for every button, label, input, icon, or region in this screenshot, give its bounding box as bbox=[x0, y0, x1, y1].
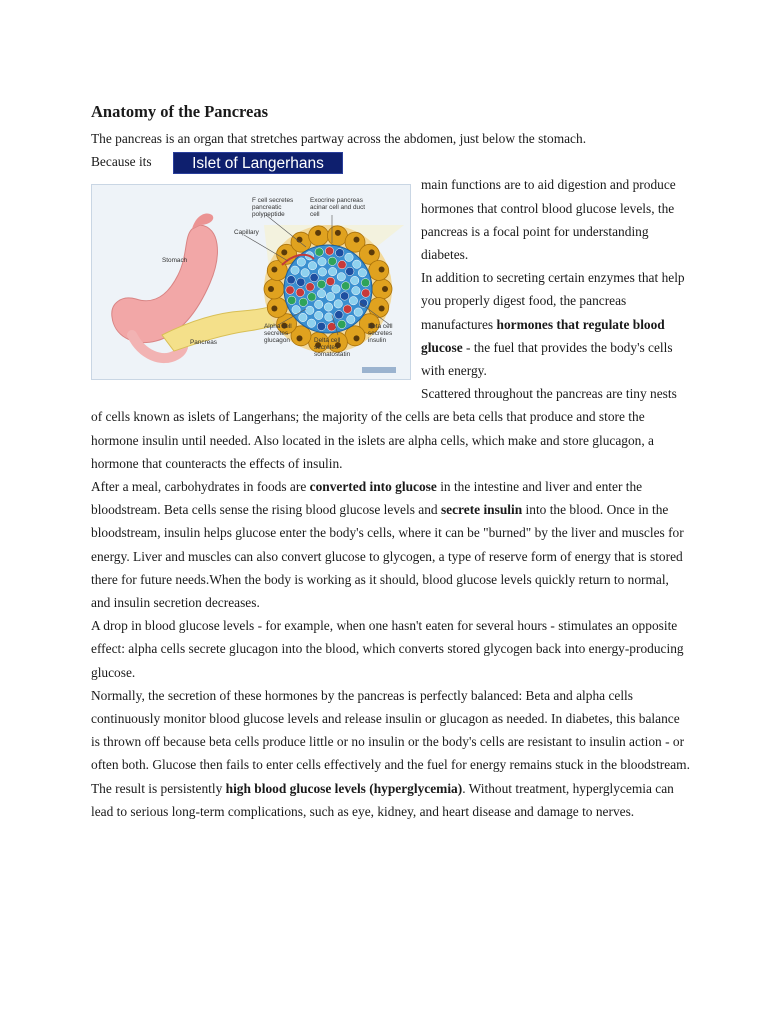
enzymes-text-a: In addition to secreting certain enzymes that help you properly digest food, the pancreas manufactures bbox=[421, 270, 685, 332]
balance-bold: high blood glucose levels (hyperglycemia) bbox=[225, 780, 463, 796]
acinar-cell bbox=[369, 261, 389, 281]
islet-cell bbox=[337, 273, 345, 281]
islet-cell bbox=[362, 289, 370, 297]
figure-panel bbox=[91, 184, 411, 380]
article bbox=[91, 100, 691, 823]
islet-cell bbox=[307, 319, 315, 327]
islet-cell bbox=[349, 297, 357, 305]
meal-bold-glucose: converted into glucose bbox=[309, 479, 437, 495]
islet-cell bbox=[318, 268, 326, 276]
islet-cell bbox=[308, 293, 316, 301]
islet-cell bbox=[343, 305, 351, 313]
islet-cell bbox=[286, 286, 294, 294]
islet-cell bbox=[352, 287, 360, 295]
islet-cell bbox=[361, 279, 369, 287]
islet-cell bbox=[306, 306, 314, 314]
acinar-nucleus bbox=[268, 286, 274, 292]
paragraph-drop: A drop in blood glucose levels - for example, when one hasn't eaten for several hours - stimulates an opposite effect: alpha cells secrete glucagon into the blood, which converts stored glycogen back into energy-producing glucose. bbox=[91, 618, 684, 680]
islet-cell bbox=[315, 300, 323, 308]
islet-cell bbox=[318, 258, 326, 266]
islet-cell bbox=[334, 300, 342, 308]
islet-cell bbox=[299, 314, 307, 322]
label-beta: Beta cell secretes insulin bbox=[368, 323, 393, 345]
islet-cell bbox=[291, 266, 299, 274]
islet-cell bbox=[301, 269, 309, 277]
enzymes-text-c: - the fuel that provides the body's cells with energy. bbox=[421, 339, 673, 379]
islet-cell bbox=[297, 258, 305, 266]
meal-text-a: After a meal, carbohydrates in foods are bbox=[91, 479, 307, 495]
figure-logo bbox=[362, 367, 396, 373]
islet-cell bbox=[328, 257, 336, 265]
islet-cell bbox=[288, 296, 296, 304]
islet-cell bbox=[351, 277, 359, 285]
islet-cell bbox=[345, 253, 353, 261]
islet-cell bbox=[296, 289, 304, 297]
islet-cell bbox=[317, 280, 325, 288]
figure-title: Islet of Langerhans bbox=[173, 152, 343, 174]
acinar-cell bbox=[267, 298, 287, 318]
islet-cell bbox=[354, 308, 362, 316]
islet-cell bbox=[310, 274, 318, 282]
balance-text-c: . Without treatment, hyperglycemia can lead to serious long-term complications, such as eye, kidney, and heart disease and damage to nerves. bbox=[91, 780, 674, 819]
balance-text-a: Normally, the secretion of these hormones by the pancreas is perfectly balanced: Beta and alpha cells continuously monitor blood glucose levels and release insulin or glucagon as needed. In diabetes, this balance is thrown off because beta cells produce little or no insulin or the body's cells are resistant to insulin action - or often both. Glucose then fails to enter cells effectively and the fuel for energy remains stuck in the bloodstream. The result is persistently bbox=[91, 687, 690, 796]
islet-cell bbox=[347, 315, 355, 323]
islet-cell bbox=[335, 311, 343, 319]
islet-cell bbox=[338, 261, 346, 269]
page-title: Anatomy of the Pancreas bbox=[91, 102, 269, 121]
acinar-nucleus bbox=[382, 286, 388, 292]
islet-cell bbox=[325, 313, 333, 321]
islet-cell bbox=[326, 293, 334, 301]
islet-cell bbox=[358, 269, 366, 277]
islet-cell bbox=[324, 303, 332, 311]
acinar-nucleus bbox=[335, 230, 341, 236]
enzymes-bold: hormones that regulate blood glucose bbox=[421, 316, 665, 355]
label-delta: Delta cell secretes somatostatin bbox=[314, 337, 351, 359]
paragraph-balance bbox=[91, 684, 691, 823]
meal-text-e: into the blood. Once in the bloodstream, insulin helps glucose enter the body's cells, where it can be "burned" by the liver and muscles for energy. Liver and muscles can also convert glucose to glycogen, a type of reserve form of energy that is stored there for future needs.When the body is working as it should, blood glucose levels quickly return to normal, and insulin secretion decreases. bbox=[91, 502, 684, 611]
islet-cell bbox=[297, 278, 305, 286]
paragraph-because-text: main functions are to aid digestion and produce hormones that control blood glucose levels, the pancreas is a focal point for understanding diabetes. bbox=[421, 177, 676, 262]
label-f-cell: F cell secretes pancreatic polypeptide bbox=[252, 197, 294, 219]
islet-cell bbox=[340, 292, 348, 300]
islet-cell bbox=[336, 249, 344, 257]
paragraph-islets: Scattered throughout the pancreas are tiny nests of cells known as islets of Langerhans; the majority of the cells are beta cells that produce and store the hormone insulin until needed. Also located in the islets are alpha cells, which make and store glucagon, a hormone that counteracts the effects of insulin. bbox=[91, 386, 677, 471]
meal-text-c: in the intestine and liver and enter the bloodstream. Beta cells sense the rising blood glucose levels and bbox=[91, 479, 643, 518]
acinar-nucleus bbox=[315, 230, 321, 236]
islet-cell bbox=[353, 260, 361, 268]
islet-cell bbox=[299, 298, 307, 306]
islet-cell bbox=[308, 262, 316, 270]
label-alpha: Alpha cell secretes glucagon bbox=[264, 323, 292, 345]
acinar-nucleus bbox=[271, 267, 277, 273]
meal-bold-insulin: secrete insulin bbox=[440, 502, 523, 518]
label-exocrine: Exocrine pancreas acinar cell and duct cell bbox=[310, 197, 366, 219]
islet-cell bbox=[325, 247, 333, 255]
islet-cell bbox=[326, 277, 334, 285]
islet-cell bbox=[342, 282, 350, 290]
acinar-nucleus bbox=[379, 267, 385, 273]
acinar-cell bbox=[291, 232, 311, 252]
islet-illustration bbox=[91, 152, 413, 384]
islet-cell bbox=[346, 267, 354, 275]
islet-cell bbox=[306, 283, 314, 291]
label-stomach: Stomach bbox=[162, 257, 188, 265]
label-capillary: Capillary bbox=[234, 229, 259, 237]
islet-cell bbox=[317, 290, 325, 298]
islet-cell bbox=[287, 276, 295, 284]
islet-cell bbox=[338, 320, 346, 328]
islet-cell bbox=[317, 322, 325, 330]
acinar-nucleus bbox=[354, 237, 360, 243]
acinar-nucleus bbox=[369, 250, 375, 256]
paragraph-after-meal bbox=[91, 475, 691, 614]
acinar-nucleus bbox=[281, 250, 287, 256]
paragraph-intro: The pancreas is an organ that stretches partway across the abdomen, just below the stomach. bbox=[91, 131, 587, 146]
islet-cell bbox=[328, 268, 336, 276]
label-pancreas: Pancreas bbox=[190, 339, 217, 347]
text-because-its: Because its bbox=[91, 154, 152, 170]
islet-cell bbox=[315, 248, 323, 256]
islet-cell bbox=[315, 311, 323, 319]
islet-cell bbox=[332, 285, 340, 293]
acinar-nucleus bbox=[271, 306, 277, 312]
acinar-nucleus bbox=[379, 306, 385, 312]
